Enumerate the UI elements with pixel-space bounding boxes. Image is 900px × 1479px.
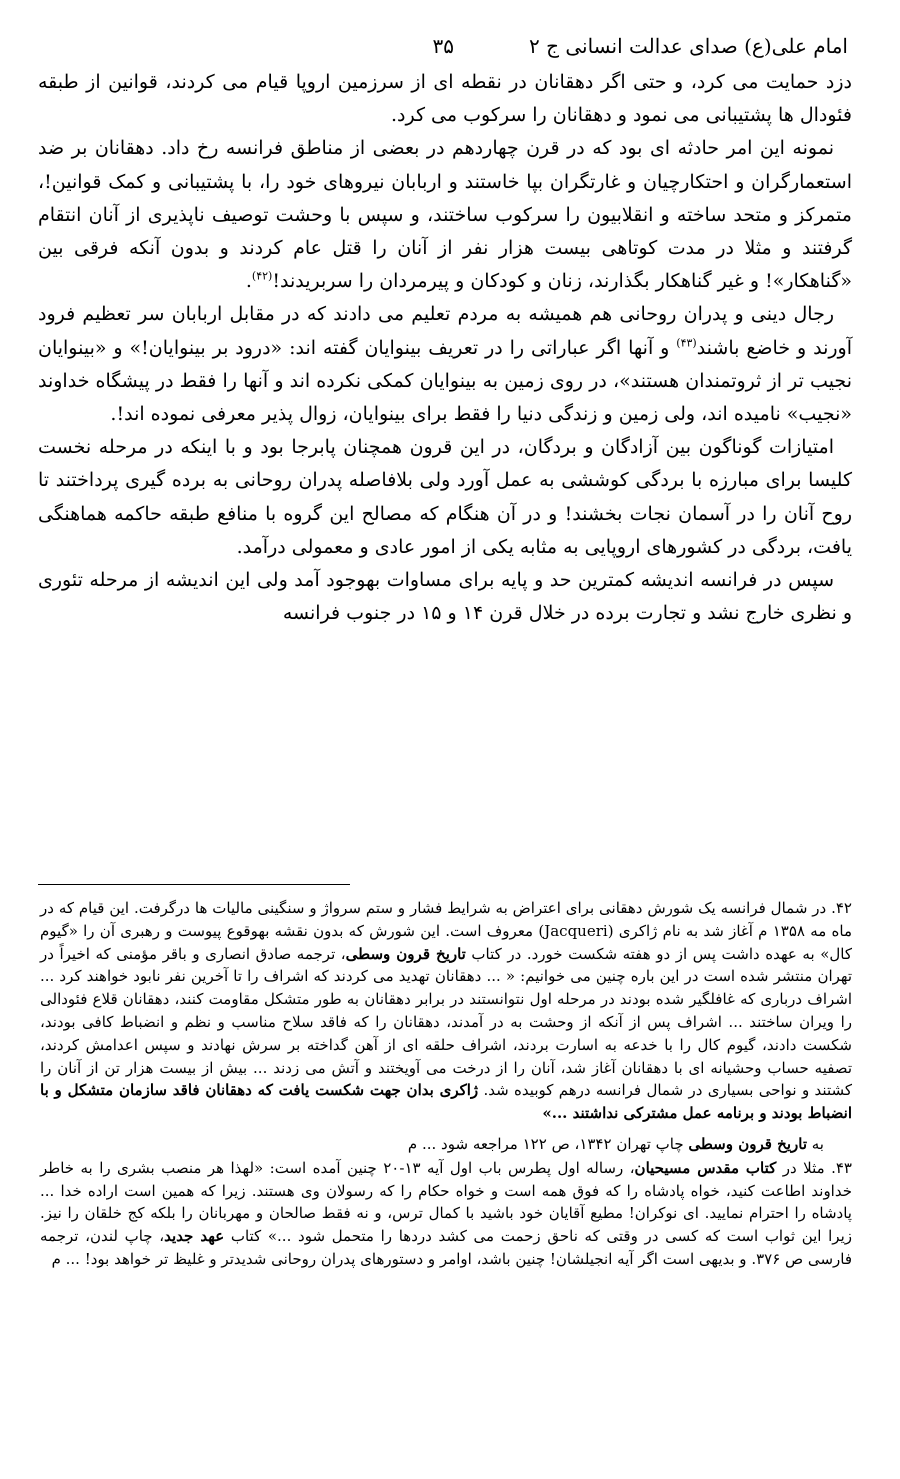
footnote-42	[40, 897, 852, 1125]
main-text	[38, 66, 852, 630]
footnote-43	[40, 1157, 852, 1271]
footnote-ref-43[interactable]: (۴۳)	[676, 336, 697, 350]
paragraph-5: سپس در فرانسه اندیشه کمترین حد و پایه برای مساوات بهوجود آمد ولی این اندیشه از مرحله تئوری و نظری خارج نشد و تجارت برده در خلال قرن ۱۴ و ۱۵ در جنوب فرانسه	[38, 569, 852, 625]
paragraph-2-text: نمونه این امر حادثه ای بود که در قرن چهاردهم در بعضی از مناطق فرانسه رخ داد. دهقانان بر ضد استعمارگران و احتکارچیان و غارتگران بپا خاستند و اربابان نیروهای خود را، با پشتیبانی و کمک قوانین!، متمرکز و متحد ساخته و انقلابیون را سرکوب ساختند، و سپس با وحشت توصیف ناپذیری از آنان انتقام گرفتند و مثلا در مدت کوتاهی بیست هزار نفر از آنان را قتل عام کردند و بدون آنکه فرقی بین «گناهکار»! و غیر گناهکار بگذارند، زنان و کودکان و پیرمردان را سربریدند!	[38, 137, 852, 293]
footnote-43-text-a: ۴۳. مثلا در	[776, 1158, 852, 1177]
page	[38, 30, 852, 630]
footnote-43-book-2: عهد جدید	[164, 1227, 225, 1246]
footnote-ref-42[interactable]: (۴۲)	[251, 269, 273, 283]
paragraph-3	[38, 298, 852, 431]
footnote-43-text-c: ، چاپ لندن، ترجمه فارسی ص ۳۷۶. و بدیهی است اگر آیه انجیلشان! چنین باشد، اوامر و دستورهای پدران روحانی شدیدتر و غلیظ تر خواهد بود! ... م	[40, 1227, 852, 1268]
footnotes	[40, 897, 852, 1271]
paragraph-3-text-a: رجال دینی و پدران روحانی هم همیشه به مردم تعلیم می دادند که در مقابل اربابان سر تعظیم فرود آورند و خاضع باشند	[38, 303, 853, 359]
footnote-42-bold-quote: ژاکری بدان جهت شکست یافت که دهقانان فاقد سازمان متشکل و با انضباط بودند و برنامه عمل مشترکی نداشتند ...»	[40, 1081, 852, 1123]
paragraph-1: دزد حمایت می کرد، و حتی اگر دهقانان در نقطه ای از سرزمین اروپا قیام می کردند، قوانین از طبقه فئودال ها پشتیبانی می نمود و دهقانان را سرکوب می کرد.	[38, 71, 852, 127]
paragraph-4: امتیازات گوناگون بین آزادگان و بردگان، در این قرون همچنان پابرجا بود و با اینکه در مرحله نخست کلیسا برای مبارزه با بردگی کوششی به عمل آورد ولی بلافاصله پدران روحانی به برده گیری پرداختند تا روح آنان را در آسمان نجات بخشند! و در آن هنگام که مصالح این گروه با منافع طبقه حاکمه هماهنگی یافت، بردگی در کشورهای اروپایی به مثابه یکی از امور عادی و معمولی درآمد.	[38, 436, 852, 558]
footnote-42-ref-a: به	[807, 1134, 824, 1153]
paragraph-3-text-b: و آنها اگر عباراتی را در تعریف بینوایان گفته اند: «درود بر بینوایان!» و «بینوایان نجیب تر از ثروتمندان هستند»، در روی زمین به بینوایان کمکی نکرده اند و آنها را فقط در پیشگاه خداوند «نجیب» نامیده اند، ولی زمین و زندگی دنیا را فقط برای بینوایان، زوال پذیر معرفی نموده اند!.	[38, 336, 852, 426]
footnote-42-text-b: ، ترجمه صادق انصاری و باقر مؤمنی که اخیراً در تهران منتشر شده است در این باره چنین می خوانیم: « ... دهقانان تهدید می کردند که اشراف را تا آخرین نفر نابود خواهند کرد ... اشراف درباری که غافلگیر شده بودند در مرحله اول نتوانستند در برابر دهقانان به طور متشکل مقاومت کنند، دهقانان قلاع فئودالی را ویران ساختند ... اشراف پس از آنکه از وحشت به در آمدند، دهقانان را که فاقد سلاح مناسب و نظم و انضباط کافی بودند، شکست دادند، گیوم کال را با خدعه به اسارت بردند، اشراف حلقه ای از آهن گداخته بر سرش نهادند و سپس اعدامش کردند، تصفیه حساب وحشیانه ای با دهقانان آغاز شد، آنان را از درخت می آویختند و آتش می زدند ... بیش از بیست هزار تن از آنان را کشتند و نواحی بسیاری در شمال فرانسه درهم کوبیده شد.	[40, 944, 852, 1100]
footnote-42-ref-b: چاپ تهران ۱۳۴۲، ص ۱۲۲ مراجعه شود ... م	[407, 1134, 689, 1153]
footnote-42-reference	[40, 1133, 852, 1156]
page-header	[38, 30, 852, 66]
footnote-43-book-1: کتاب مقدس مسیحیان	[634, 1158, 777, 1177]
page-number: ۳۵	[432, 34, 454, 58]
footnote-43-text-b: ، رساله اول پطرس باب اول آیه ۱۳-۲۰ چنین آمده است: «لهذا هر منصب بشری را به خاطر خداوند اطاعت کنید، خواه پادشاه را که فوق همه است و خواه حکام را که رسولان وی هستند. زیرا که همین است اراده خدا ... پادشاه را احترام نمایید. ای نوکران! مطیع آقایان خود باشید با کمال ترس، و نه فقط صالحان و مهربانان را بلکه کج خلقان را نیز. زیرا این ثواب است که کسی در وقتی که ناحق زحمت می کشد دردها را متحمل شود ...» کتاب	[40, 1158, 852, 1246]
footnote-42-ref-book: تاریخ قرون وسطی	[688, 1134, 807, 1153]
paragraph-2-end: .	[245, 270, 252, 293]
paragraph-2	[38, 132, 852, 298]
book-title: امام علی(ع) صدای عدالت انسانی ج ۲	[528, 34, 848, 58]
footnote-42-book-title: تاریخ قرون وسطی	[345, 944, 466, 963]
footnote-separator	[38, 884, 350, 885]
footnote-42-text-a: ۴۲. در شمال فرانسه یک شورش دهقانی برای اعتراض به شرایط فشار و ستم سرواژ و سنگینی مالیات ها درگرفت. این قیام که در ماه مه ۱۳۵۸ م آغاز شد به نام ژاکری (Jacqueri) معروف است. این شورش که بدون نقشه بهوقوع پیوست و رهبری آن را «گیوم کال» به عهده داشت پس از دو هفته شکست خورد. در کتاب	[40, 899, 853, 963]
